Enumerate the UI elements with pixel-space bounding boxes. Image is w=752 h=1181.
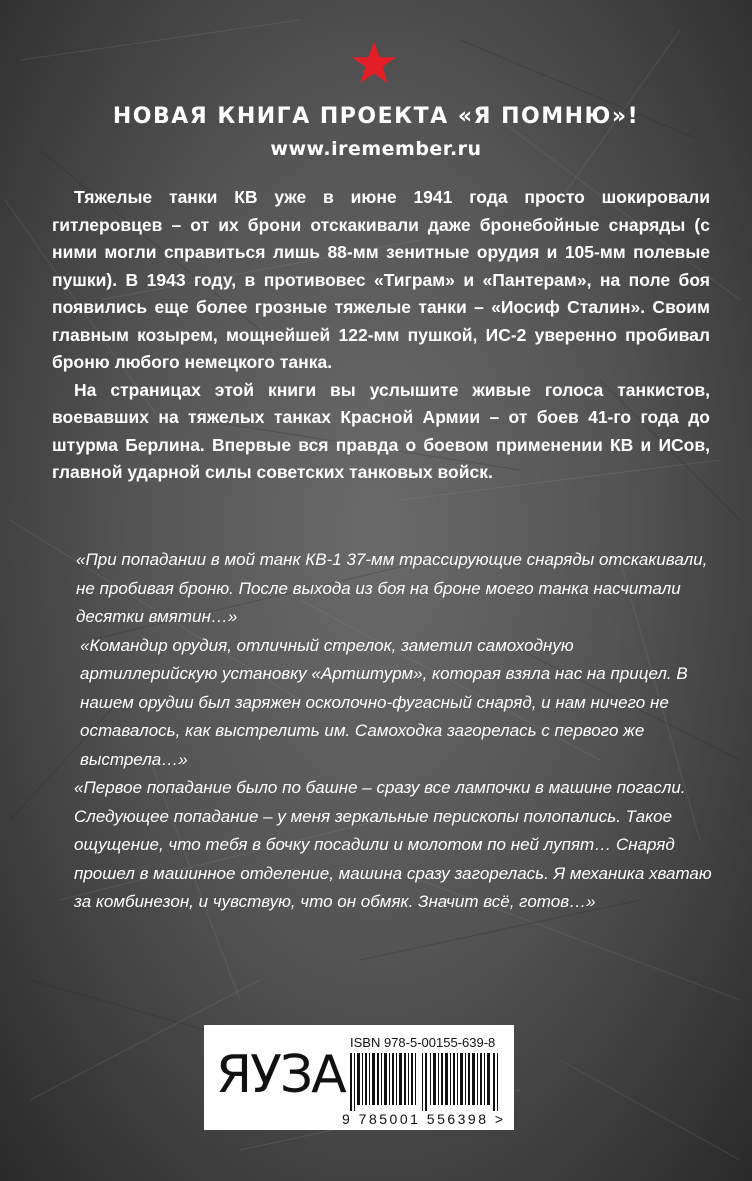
project-url: www.iremember.ru [270,138,482,160]
veteran-quotes [52,546,712,917]
book-description [52,184,710,487]
barcode-digits: 9 785001 556398 > [342,1111,506,1127]
description-paragraph: На страницах этой книги вы услышите живые голоса танкистов, воевавших на тяжелых танках Красной Армии – от боев 41-го года до штурма Берлина. Впервые вся правда о боевом применении КВ и ИСов, главной ударной силы советских танковых войск. [52,379,710,482]
barcode-icon [350,1053,500,1111]
project-title: НОВАЯ КНИГА ПРОЕКТА «Я ПОМНЮ»! [112,104,640,129]
red-star-icon [350,40,398,86]
quote: «Командир орудия, отличный стрелок, заметил самоходную артиллерийскую установку «Артштурм», которая взяла нас на прицел. В нашем орудии был заряжен осколочно-фугасный снаряд, и нам ничего не оставалось, как выстрелить им. Самоходка загорелась с первого же выстрела…» [80,635,688,769]
barcode-panel [204,1025,514,1130]
quote: «Первое попадание было по башне – сразу все лампочки в машине погасли. Следующее попадание – у меня зеркальные перископы полопались. Такое ощущение, что тебя в бочку посадили и молотом по ней лупят… Снаряд прошел в машинное отделение, машина сразу загорелась. Я механика хватаю за комбинезон, и чувствую, что он обмяк. Значит всё, готов…» [74,778,712,911]
quote: «При попадании в мой танк КВ-1 37-мм трассирующие снаряды отскакивали, не пробивая броню. После выхода из боя на броне моего танка насчитали десятки вмятин…» [76,550,708,626]
publisher-logo: ЯУЗА [216,1045,345,1105]
description-paragraph: Тяжелые танки КВ уже в июне 1941 года просто шокировали гитлеровцев – от их брони отскакивали даже бронебойные снаряды (с ними могли справиться лишь 88-мм зенитные орудия и 105-мм полевые пушки). В 1943 году, в противовес «Тиграм» и «Пантерам», на поле боя появились еще более грозные тяжелые танки – «Иосиф Сталин». Своим главным козырем, мощнейшей 122-мм пушкой, ИС-2 уверенно пробивал броню любого немецкого танка. [52,187,710,372]
isbn-label: ISBN 978-5-00155-639-8 [350,1035,496,1050]
